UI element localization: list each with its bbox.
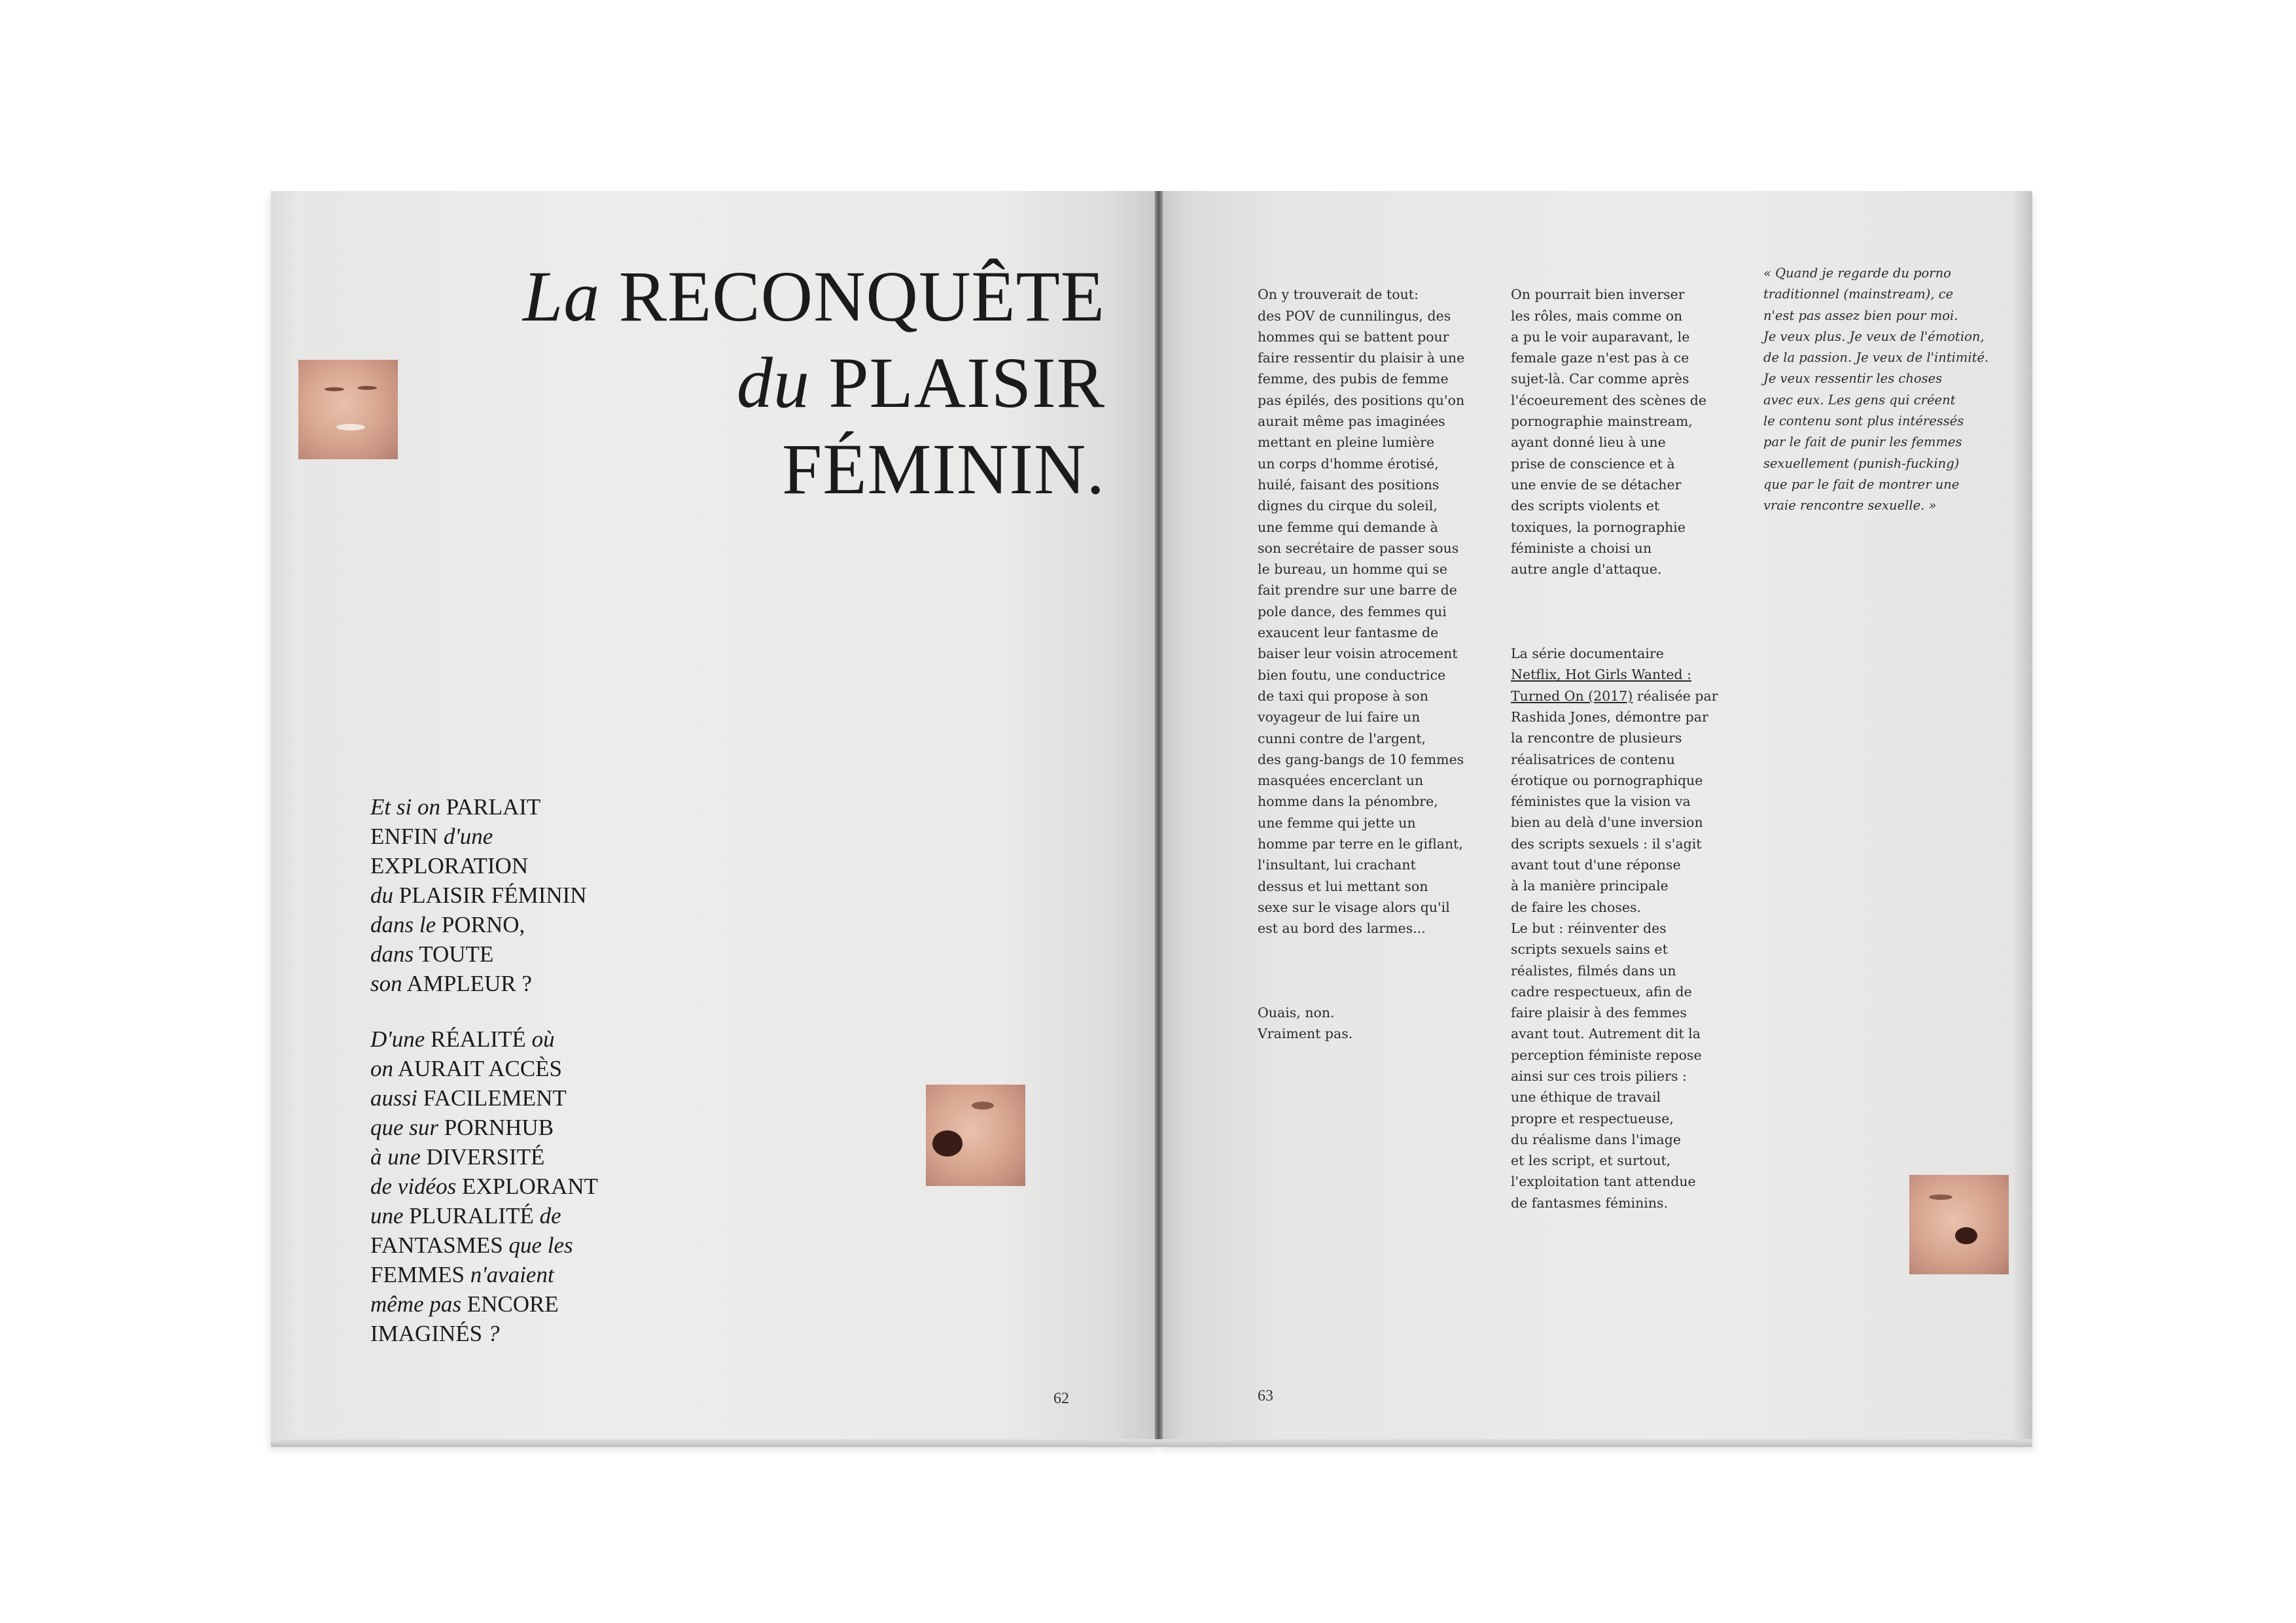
right-page	[1159, 191, 2032, 1447]
magazine-spread	[271, 191, 2032, 1447]
intro-line	[370, 822, 587, 851]
photo-woman-face-smiling	[298, 360, 398, 459]
intro-caps-segment: FACILEMENT	[417, 1085, 567, 1111]
intro-caps-segment: RÉALITÉ	[425, 1026, 526, 1052]
intro-italic-segment: à une	[370, 1144, 421, 1170]
intro-caps-segment: EXPLORANT	[456, 1174, 599, 1199]
documentary-reference-link[interactable]: Netflix, Hot Girls Wanted : Turned On (2017)	[1511, 667, 1692, 704]
page-number-right: 63	[1258, 1387, 1273, 1405]
intro-line	[370, 1319, 598, 1348]
intro-line	[370, 792, 587, 822]
column-2-text-after-link: réalisée par Rashida Jones, démontre par la rencontre de plusieurs réalisatrices de contenu érotique ou pornographique féministes que la vision va bien au delà d'une inversion des scripts sexuels : il s'agit avant tout d'une réponse à la manière principale de faire les choses. Le but : réinventer des scripts sexuels sains et réalistes, filmés dans un cadre respectueux, afin de faire plaisir à des femmes avant tout. Autrement dit la perception féministe repose ainsi sur ces trois piliers : une éthique de travail propre et respectueuse, du réalisme dans l'image et les script, et surtout, l'exploitation tant attendue de fantasmes féminins.	[1511, 688, 1718, 1211]
intro-caps-segment: FEMMES	[370, 1262, 465, 1287]
intro-caps-segment: EXPLORATION	[370, 853, 529, 879]
intro-caps-segment: AURAIT ACCÈS	[393, 1056, 563, 1081]
intro-line	[370, 1230, 598, 1260]
intro-caps-segment: FANTASMES	[370, 1232, 503, 1258]
article-title	[523, 253, 1105, 512]
column-2-paragraph-1: On pourrait bien inverser les rôles, mais comme on a pu le voir auparavant, le female gaze n'est pas à ce sujet-là. Car comme après l'écoeurement des scènes de pornographie mainstream, ayant donné lieu à une prise de conscience et à une envie de se détacher des scripts violents et toxiques, la pornographie féministe a choisi un autre angle d'attaque.	[1511, 287, 1706, 578]
column-2-paragraph-2	[1511, 643, 1733, 1213]
right-page-edge	[2014, 191, 2032, 1447]
column-1-paragraph-1: On y trouverait de tout: des POV de cunnilingus, des hommes qui se battent pour faire ressentir du plaisir à une femme, des pubis de femme pas épilés, des positions qu'on aurait même pas imaginées mettant en pleine lumière un corps d'homme érotisé, huilé, faisant des positions dignes du cirque du soleil, une femme qui demande à son secrétaire de passer sous le bureau, un homme qui se fait prendre sur une barre de pole dance, des femmes qui exaucent leur fantasme de baiser leur voisin atrocement bien foutu, une conductrice de taxi qui propose à son voyageur de lui faire un cunni contre de l'argent, des gang-bangs de 10 femmes masquées encerclant un homme dans la pénombre, une femme qui jette un homme par terre en le giflant, l'insultant, lui crachant dessus et lui mettant son sexe sur le visage alors qu'il est au bord des larmes...	[1258, 287, 1465, 937]
title-caps-1: RECONQUÊTE	[618, 256, 1105, 336]
book-spine	[1155, 191, 1163, 1447]
intro-line	[370, 881, 587, 910]
intro-italic-segment: même pas	[370, 1291, 461, 1317]
column-1-paragraph-2: Ouais, non. Vraiment pas.	[1258, 1005, 1353, 1042]
intro-italic-segment: une	[370, 1203, 404, 1229]
title-italic-1: La	[523, 256, 601, 336]
intro-line	[370, 939, 587, 969]
intro-italic-segment: ?	[482, 1321, 500, 1346]
pull-quote: « Quand je regarde du porno traditionnel (mainstream), ce n'est pas assez bien pour moi. Je veux plus. Je veux de l'émotion, de la passion. Je veux de l'intimité. Je veux ressentir les choses avec eux. Les gens qui créent le contenu sont plus intéressés par le fait de punir les femmes sexuellement (punish-fucking) que par le fait de montrer une vraie rencontre sexuelle. »	[1763, 266, 1989, 514]
intro-italic-segment: dans	[370, 941, 414, 967]
title-line-2	[523, 340, 1105, 426]
intro-caps-segment: PLAISIR FÉMININ	[393, 882, 587, 908]
page-number-left: 62	[1053, 1390, 1069, 1407]
text-column-1	[1258, 263, 1480, 1066]
title-caps-3: FÉMININ.	[782, 429, 1105, 509]
intro-italic-segment: n'avaient	[464, 1262, 554, 1287]
intro-line	[370, 1113, 598, 1142]
intro-caps-segment: ENFIN	[370, 824, 438, 849]
intro-caps-segment: TOUTE	[414, 941, 494, 967]
intro-italic-segment: D'une	[370, 1026, 425, 1052]
intro-line	[370, 1260, 598, 1289]
intro-italic-segment: du	[370, 882, 393, 908]
intro-caps-segment: DIVERSITÉ	[420, 1144, 545, 1170]
intro-line	[370, 910, 587, 939]
intro-line	[370, 1289, 598, 1319]
photo-woman-mouth-open	[926, 1085, 1025, 1186]
column-2-text-before-link: La série documentaire	[1511, 646, 1664, 662]
intro-paragraph-2	[370, 1024, 598, 1348]
title-line-1	[523, 253, 1105, 340]
left-page-edge	[271, 191, 300, 1447]
intro-italic-segment: Et si on	[370, 794, 440, 820]
left-page	[271, 191, 1159, 1447]
photo-woman-face-eyes-closed	[1909, 1175, 2009, 1274]
intro-line	[370, 1054, 598, 1083]
intro-caps-segment: IMAGINÉS	[370, 1321, 483, 1346]
intro-line	[370, 1024, 598, 1054]
intro-caps-segment: PORNO,	[436, 912, 525, 937]
intro-italic-segment: où	[525, 1026, 555, 1052]
intro-italic-segment: on	[370, 1056, 393, 1081]
intro-caps-segment: AMPLEUR ?	[402, 971, 532, 996]
text-column-2	[1511, 263, 1733, 1234]
intro-italic-segment: que sur	[370, 1115, 439, 1140]
intro-italic-segment: de	[533, 1203, 561, 1229]
intro-italic-segment: aussi	[370, 1085, 417, 1111]
title-italic-2: du	[736, 343, 810, 423]
intro-line	[370, 851, 587, 881]
intro-caps-segment: PLURALITÉ	[403, 1203, 534, 1229]
intro-paragraph-1	[370, 792, 587, 998]
intro-line	[370, 1083, 598, 1113]
title-caps-2: PLAISIR	[828, 343, 1105, 423]
intro-italic-segment: que les	[503, 1232, 573, 1258]
intro-italic-segment: d'une	[438, 824, 493, 849]
intro-caps-segment: PARLAIT	[440, 794, 541, 820]
page-bottom-edge	[271, 1439, 2032, 1447]
intro-line	[370, 969, 587, 998]
intro-italic-segment: son	[370, 971, 402, 996]
intro-caps-segment: ENCORE	[461, 1291, 559, 1317]
intro-caps-segment: PORNHUB	[438, 1115, 554, 1140]
intro-line	[370, 1201, 598, 1230]
intro-line	[370, 1142, 598, 1172]
intro-italic-segment: de vidéos	[370, 1174, 457, 1199]
intro-italic-segment: dans le	[370, 912, 436, 937]
title-line-3	[523, 426, 1105, 512]
intro-line	[370, 1172, 598, 1201]
